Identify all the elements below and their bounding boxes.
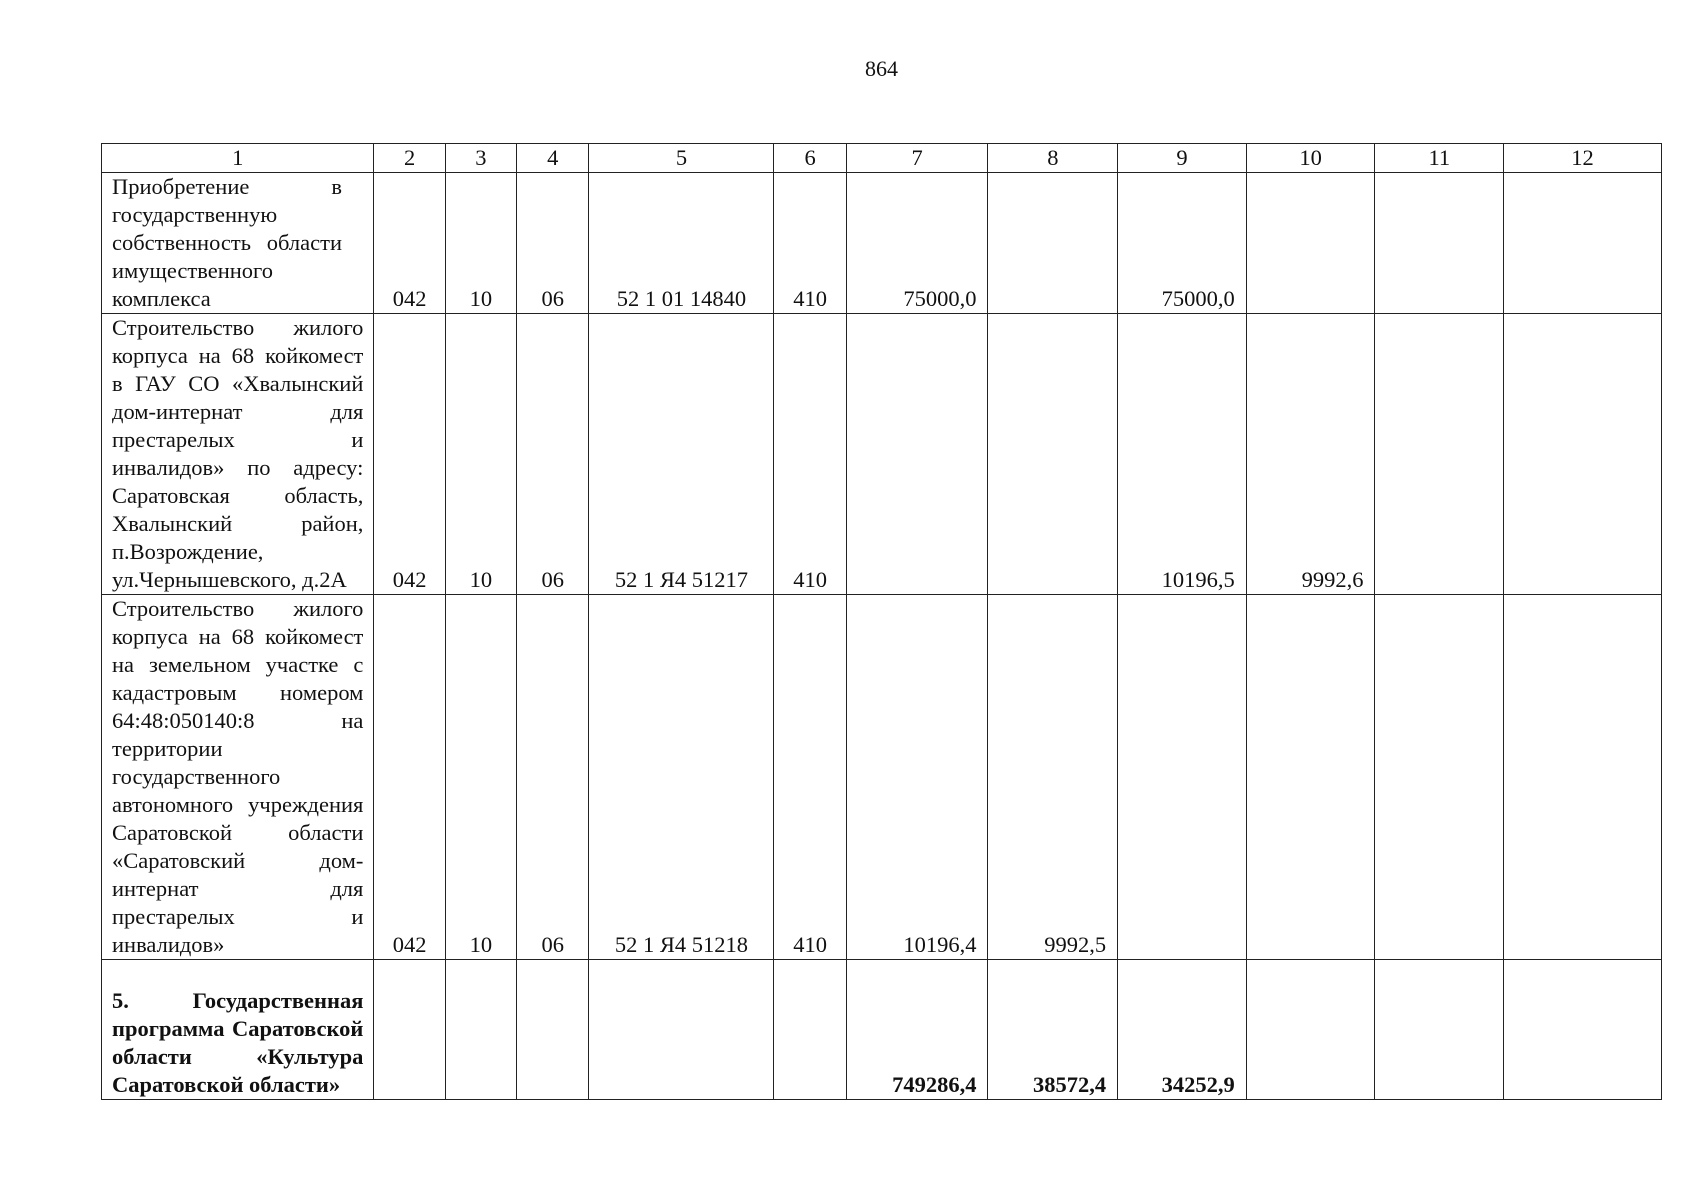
- table-cell: [846, 314, 988, 595]
- table-cell: [517, 960, 589, 1100]
- row-description: [102, 314, 374, 595]
- row-description: [102, 960, 374, 1100]
- table-cell: 749286,4: [846, 960, 988, 1100]
- table-cell: 410: [774, 595, 846, 960]
- table-cell: 042: [374, 173, 445, 314]
- table-cell: 042: [374, 595, 445, 960]
- table-cell: [1375, 173, 1504, 314]
- table-cell: [1118, 595, 1247, 960]
- table-cell: [1504, 314, 1662, 595]
- table-cell: [374, 960, 445, 1100]
- table-cell: [1246, 595, 1375, 960]
- table-cell: 10196,4: [846, 595, 988, 960]
- table-cell: 10196,5: [1118, 314, 1247, 595]
- table-cell: 52 1 01 14840: [589, 173, 774, 314]
- row-description-text: Приобретение в государственную собственность области имущественного комплекса: [112, 174, 342, 311]
- table-cell: [445, 960, 516, 1100]
- table-cell: [988, 173, 1118, 314]
- table-cell: 52 1 Я4 51218: [589, 595, 774, 960]
- table-row: [102, 314, 1662, 595]
- column-header: 8: [988, 144, 1118, 173]
- table-cell: 75000,0: [846, 173, 988, 314]
- table-row: [102, 173, 1662, 314]
- column-header: 10: [1246, 144, 1375, 173]
- table-row: [102, 595, 1662, 960]
- table-header-row: [102, 144, 1662, 173]
- column-header: 11: [1375, 144, 1504, 173]
- row-description-text: Строительство жилого корпуса на 68 койкомест в ГАУ СО «Хвалынский дом-интернат для престарелых и инвалидов» по адресу: Саратовская область, Хвалынский район, п.Возрождение, ул.Чернышевского, д.2А: [112, 315, 364, 592]
- column-header: 1: [102, 144, 374, 173]
- table-cell: [1504, 173, 1662, 314]
- table-cell: 10: [445, 595, 516, 960]
- table-cell: 75000,0: [1118, 173, 1247, 314]
- table-cell: [1504, 595, 1662, 960]
- row-description: [102, 595, 374, 960]
- column-header: 4: [517, 144, 589, 173]
- table-cell: [1375, 595, 1504, 960]
- table-cell: 9992,6: [1246, 314, 1375, 595]
- budget-table: [101, 143, 1662, 1100]
- table-cell: 52 1 Я4 51217: [589, 314, 774, 595]
- table-cell: [774, 960, 846, 1100]
- row-description-text: 5. Государственная программа Саратовской области «Культура Саратовской области»: [112, 988, 364, 1097]
- table-cell: 9992,5: [988, 595, 1118, 960]
- row-description: [102, 173, 374, 314]
- column-header: 5: [589, 144, 774, 173]
- table-cell: [1246, 173, 1375, 314]
- table-cell: 38572,4: [988, 960, 1118, 1100]
- table-cell: 410: [774, 173, 846, 314]
- table-cell: [1504, 960, 1662, 1100]
- table-row: [102, 960, 1662, 1100]
- table-cell: 10: [445, 314, 516, 595]
- column-header: 2: [374, 144, 445, 173]
- row-description-text: Строительство жилого корпуса на 68 койкомест на земельном участке с кадастровым номером 64:48:050140:8 на территории государственного автономного учреждения Саратовской области «Саратовский дом-интернат для престарелых и инвалидов»: [112, 596, 364, 957]
- column-header: 12: [1504, 144, 1662, 173]
- column-header: 7: [846, 144, 988, 173]
- column-header: 9: [1118, 144, 1247, 173]
- table-cell: 410: [774, 314, 846, 595]
- column-header: 6: [774, 144, 846, 173]
- table-cell: 06: [517, 173, 589, 314]
- table-cell: [1246, 960, 1375, 1100]
- table-cell: [1375, 314, 1504, 595]
- table-cell: 06: [517, 314, 589, 595]
- table-cell: 06: [517, 595, 589, 960]
- table-cell: [1375, 960, 1504, 1100]
- page-number: 864: [865, 56, 898, 81]
- table-cell: [988, 314, 1118, 595]
- column-header: 3: [445, 144, 516, 173]
- table-cell: 10: [445, 173, 516, 314]
- table-cell: [589, 960, 774, 1100]
- table-cell: 34252,9: [1118, 960, 1247, 1100]
- table-cell: 042: [374, 314, 445, 595]
